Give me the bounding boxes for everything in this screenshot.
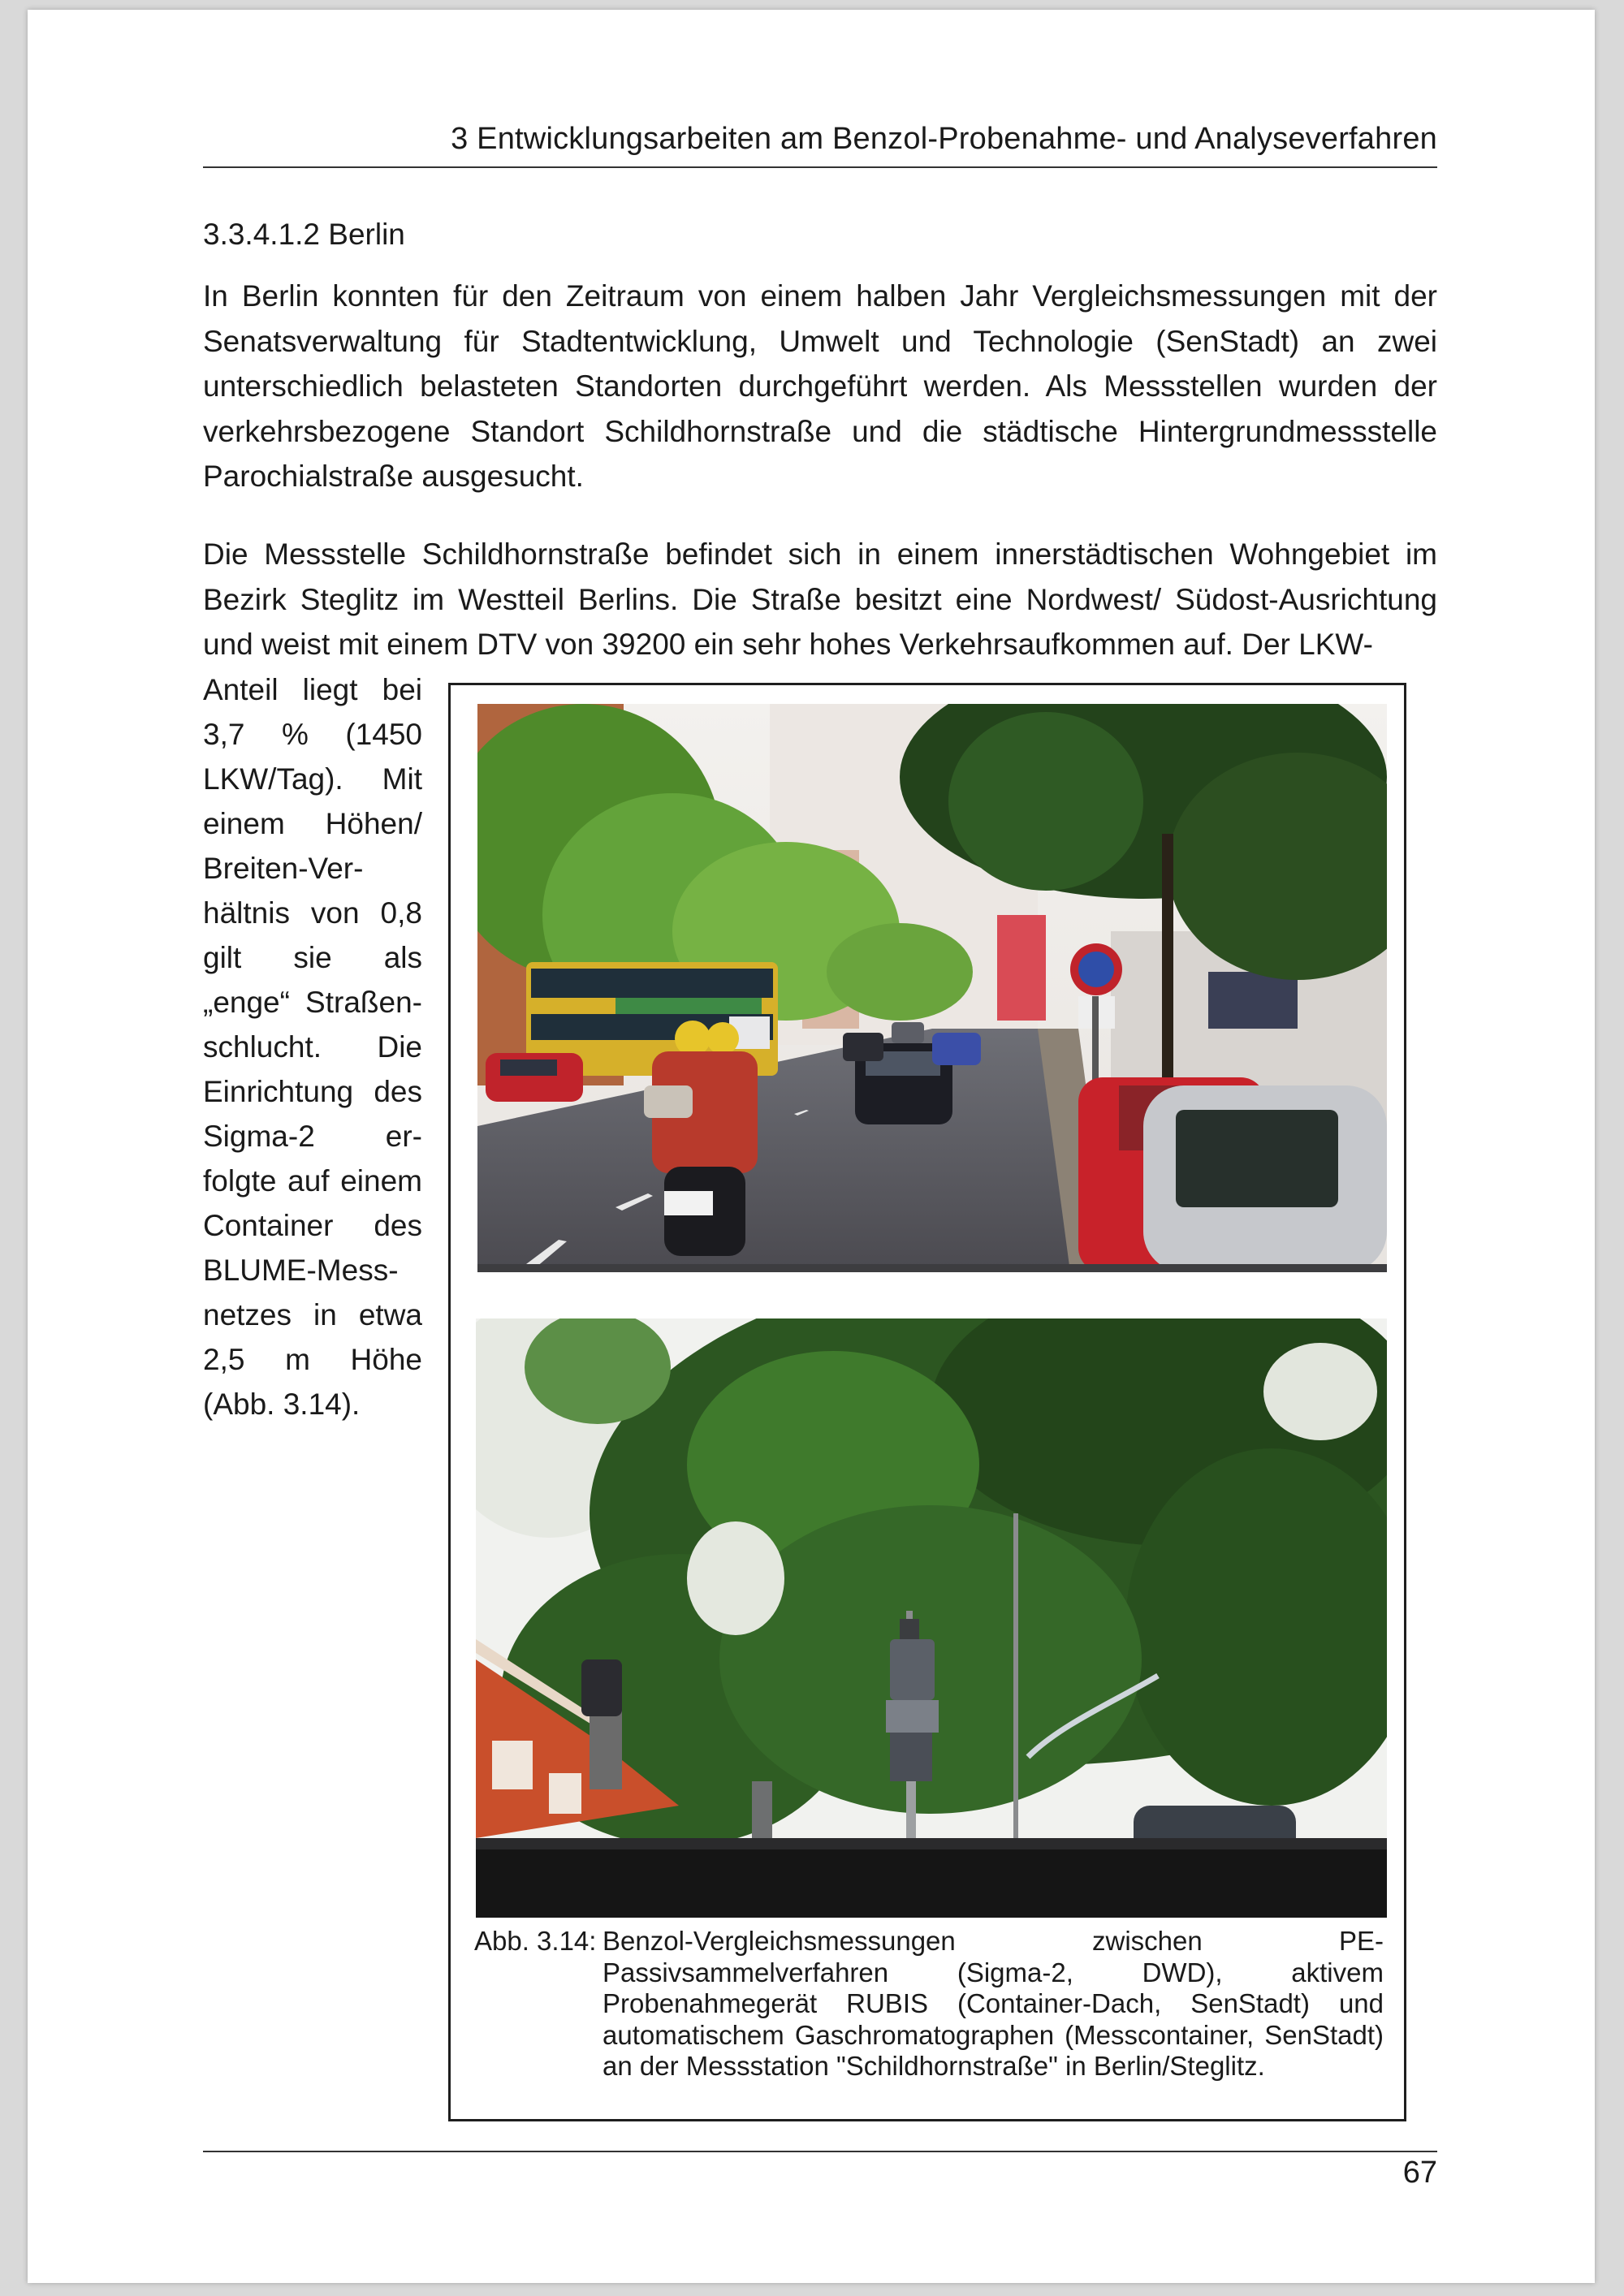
street-photo	[477, 704, 1387, 1272]
running-header: 3 Entwicklungsarbeiten am Benzol-Probenahme- und Analyseverfahren	[451, 122, 1437, 156]
section-heading: 3.3.4.1.2 Berlin	[203, 218, 405, 251]
column-line: (Abb. 3.14).	[203, 1388, 361, 1421]
figure-caption-text: Benzol-Vergleichsmessungen zwischen PE-Passivsammelverfahren (Sigma-2, DWD), aktivem Probenahmegerät RUBIS (Container-Dach, SenStadt) und automatischem Gaschromatographen (Messcontainer, SenStadt) an der Messstation "Schildhornstraße" in Berlin/Steglitz.	[603, 1926, 1384, 2081]
measurement-station-illustration	[476, 1318, 1387, 1918]
column-line: Breiten-Ver-	[203, 852, 364, 885]
column-line: gilt sie als	[203, 941, 422, 974]
header-rule	[203, 166, 1437, 168]
column-line: netzes in etwa	[203, 1298, 422, 1331]
column-line: folgte auf einem	[203, 1164, 422, 1198]
figure-label: Abb. 3.14:	[474, 1926, 597, 1956]
column-line: Einrichtung des	[203, 1075, 422, 1108]
column-line: LKW/Tag). Mit	[203, 762, 422, 796]
measurement-station-photo	[476, 1318, 1387, 1918]
column-line: hältnis von 0,8	[203, 896, 422, 930]
page-number: 67	[1402, 2156, 1437, 2190]
column-line: BLUME-Mess-	[203, 1254, 399, 1287]
column-line: einem Höhen/	[203, 807, 422, 840]
column-line: 3,7 % (1450	[203, 718, 422, 751]
column-line: Container des	[203, 1209, 422, 1242]
column-line: 2,5 m Höhe	[203, 1343, 422, 1376]
narrow-text-column	[203, 667, 422, 1426]
column-line: Sigma-2 er-	[203, 1120, 422, 1153]
column-line: „enge“ Straßen-	[203, 986, 422, 1019]
street-photo-illustration	[477, 704, 1387, 1272]
paragraph-2	[203, 532, 1437, 667]
column-line: schlucht. Die	[203, 1030, 422, 1064]
paragraph-1	[203, 274, 1437, 499]
document-page	[28, 10, 1595, 2283]
paragraph-2-text: Die Messstelle Schildhornstraße befindet sich in einem innerstädtischen Wohngebiet im Bezirk Steglitz im Westteil Berlins. Die Straße besitzt eine Nordwest/ Südost-Ausrichtung und weist mit einem DTV von 39200 ein sehr hohes Verkehrsaufkommen auf. Der LKW-	[203, 537, 1437, 661]
column-line: Anteil liegt bei	[203, 673, 422, 706]
footer-rule	[203, 2151, 1437, 2152]
paragraph-1-text: In Berlin konnten für den Zeitraum von einem halben Jahr Vergleichsmessungen mit der Senatsverwaltung für Stadtentwicklung, Umwelt und Technologie (SenStadt) an zwei unterschiedlich belasteten Standorten durchgeführt werden. Als Messstellen wurden der verkehrsbezogene Standort Schildhornstraße und die städtische Hintergrundmessstelle Parochialstraße ausgesucht.	[203, 279, 1437, 493]
